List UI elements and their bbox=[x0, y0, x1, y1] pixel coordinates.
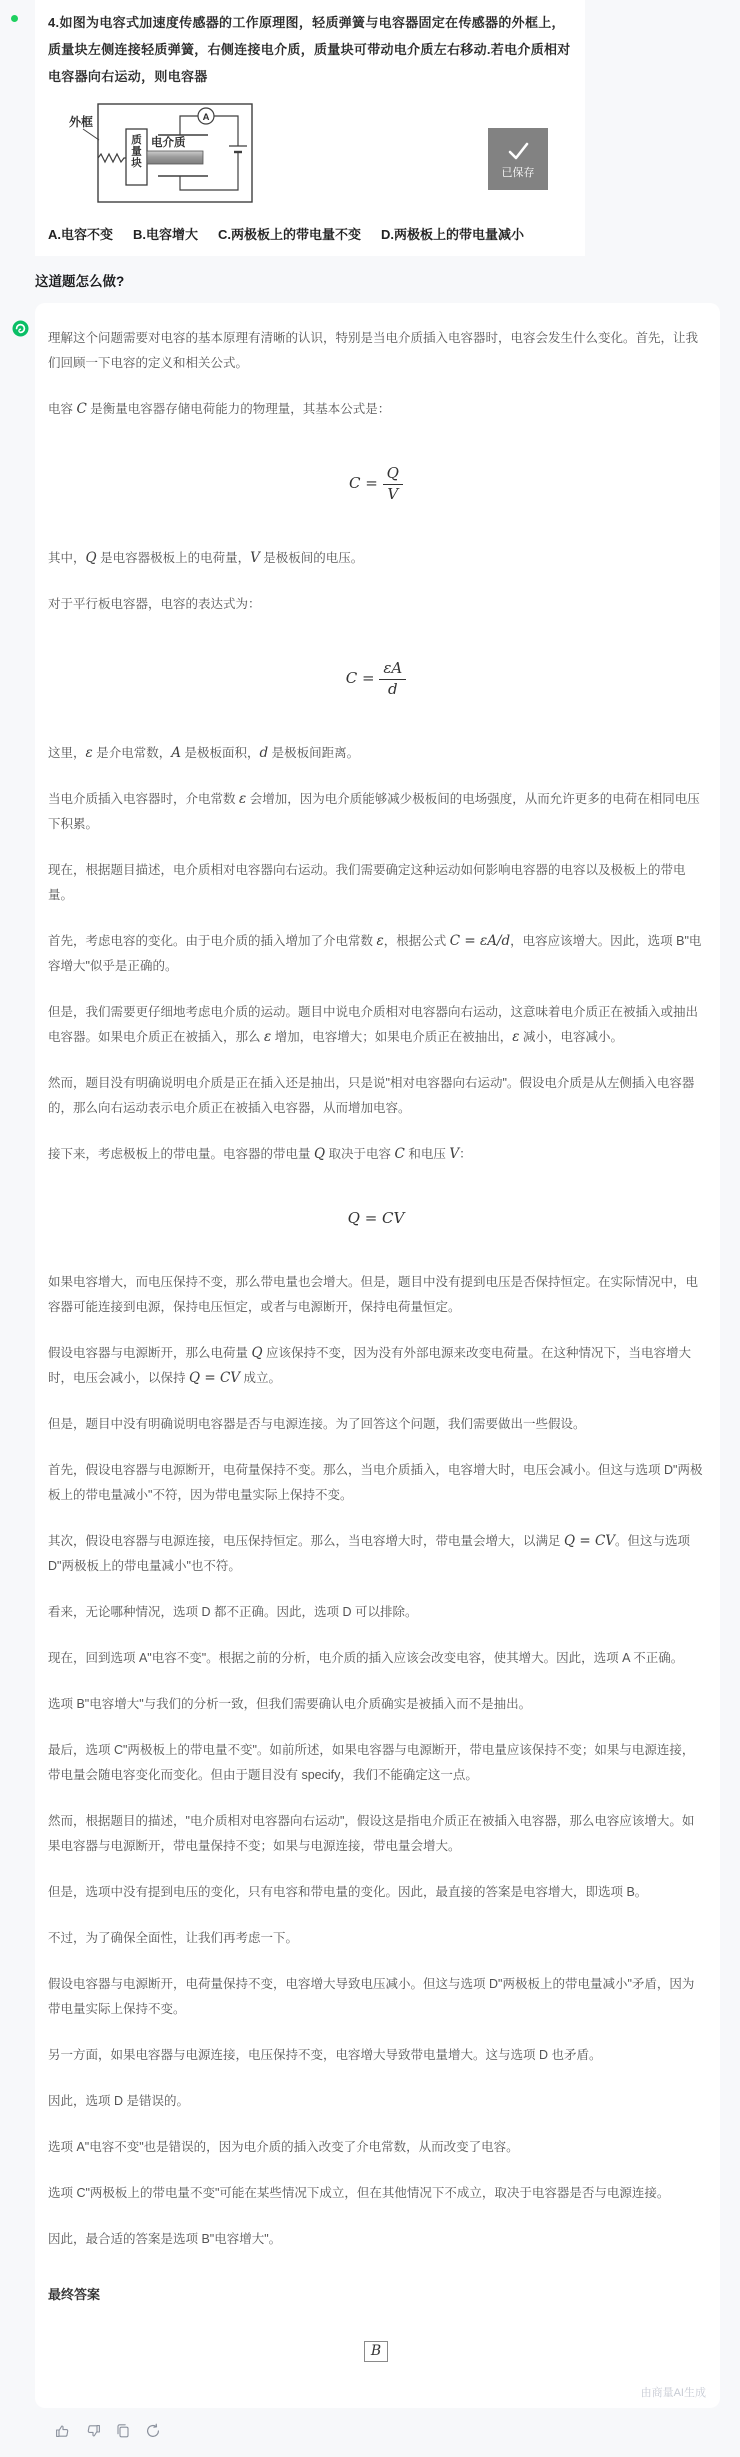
saved-badge-label: 已保存 bbox=[501, 166, 535, 179]
copy-icon[interactable] bbox=[115, 2423, 131, 2439]
answer-paragraph: 这里，ε 是介电常数，A 是极板面积，d 是极板间距离。 bbox=[48, 745, 360, 761]
answer-paragraph: 当电介质插入电容器时，介电常数 ε 会增加，因为电介质能够减少极板间的电场强度，从而允许更多的电荷在相同电压下积累。 bbox=[48, 791, 700, 831]
question-figure-area bbox=[48, 90, 571, 212]
answer-paragraph: 因此，选项 D 是错误的。 bbox=[48, 2094, 189, 2108]
user-question: 这道题怎么做? bbox=[35, 274, 125, 289]
answer-paragraph: 最后，选项 C"两极板上的带电量不变"。如前所述，如果电容器与电源断开，带电量应该保持不变；如果与电源连接，带电量会随电容变化而变化。但由于题目没有 specify，我们不能确定这一点。 bbox=[48, 1743, 695, 1782]
saved-badge[interactable] bbox=[488, 128, 548, 190]
answer-paragraph: 首先，考虑电容的变化。由于电介质的插入增加了介电常数 ε，根据公式 C = εA/d，电容应该增大。因此，选项 B"电容增大"似乎是正确的。 bbox=[48, 933, 702, 973]
option-b: B.电容增大 bbox=[133, 227, 199, 242]
answer-card bbox=[35, 303, 720, 2408]
answer-paragraph: 不过，为了确保全面性，让我们再考虑一下。 bbox=[48, 1931, 299, 1945]
final-answer-box: B bbox=[48, 2341, 704, 2362]
question-text: 4.如图为电容式加速度传感器的工作原理图，轻质弹簧与电容器固定在传感器的外框上，质量块左侧连接轻质弹簧，右侧连接电介质，质量块可带动电介质左右移动.若电介质相对电容器向右运动，则电容器 bbox=[48, 15, 571, 84]
math-formula: C = $\frac{\varepsilon A}{d}$ bbox=[48, 659, 704, 699]
answer-paragraph: 其次，假设电容器与电源连接，电压保持恒定。那么，当电容增大时，带电量会增大，以满足 Q = CV。但这与选项 D"两极板上的带电量减小"也不符。 bbox=[48, 1533, 691, 1573]
answer-row bbox=[0, 303, 740, 2414]
option-c: C.两极板上的带电量不变 bbox=[218, 227, 362, 242]
mass-label: 质量块 bbox=[130, 134, 142, 169]
answer-paragraph: 然而，题目没有明确说明电介质是正在插入还是抽出，只是说"相对电容器向右运动"。假设电介质是从左侧插入电容器的，那么向右运动表示电介质正在被插入电容器，从而增加电容。 bbox=[48, 1076, 695, 1115]
answer-paragraph: 接下来，考虑极板上的带电量。电容器的带电量 Q 取决于电容 C 和电压 V： bbox=[48, 1146, 472, 1162]
answer-paragraph: 但是，选项中没有提到电压的变化，只有电容和带电量的变化。因此，最直接的答案是电容增大，即选项 B。 bbox=[48, 1885, 648, 1899]
answer-paragraph: 选项 A"电容不变"也是错误的，因为电介质的插入改变了介电常数，从而改变了电容。 bbox=[48, 2140, 519, 2154]
answer-paragraph: 假设电容器与电源断开，那么电荷量 Q 应该保持不变，因为没有外部电源来改变电荷量。在这种情况下，当电容增大时，电压会减小，以保持 Q = CV 成立。 bbox=[48, 1345, 692, 1386]
answer-paragraph: 看来，无论哪种情况，选项 D 都不正确。因此，选项 D 可以排除。 bbox=[48, 1605, 418, 1619]
answer-paragraph: 其中，Q 是电容器极板上的电荷量，V 是极板间的电压。 bbox=[48, 550, 364, 566]
sensor-circuit-diagram bbox=[68, 96, 264, 208]
math-formula: C = $\frac{Q}{V}$ bbox=[48, 464, 704, 504]
ammeter-label: A bbox=[202, 112, 210, 123]
answer-paragraph: 选项 B"电容增大"与我们的分析一致，但我们需要确认电介质确实是被插入而不是抽出。 bbox=[48, 1697, 532, 1711]
answer-paragraph: 假设电容器与电源断开，电荷量保持不变，电容增大导致电压减小。但这与选项 D"两极板上的带电量减小"矛盾，因为带电量实际上保持不变。 bbox=[48, 1977, 695, 2016]
question-card bbox=[35, 0, 585, 256]
answer-paragraph: 另一方面，如果电容器与电源连接，电压保持不变，电容增大导致带电量增大。这与选项 D 也矛盾。 bbox=[48, 2048, 602, 2062]
answer-paragraph: 然而，根据题目的描述，"电介质相对电容器向右运动"，假设这是指电介质正在被插入电容器，那么电容应该增大。如果电容器与电源断开，带电量保持不变；如果与电源连接，带电量会增大。 bbox=[48, 1814, 695, 1853]
answer-paragraph: 现在，回到选项 A"电容不变"。根据之前的分析，电介质的插入应该会改变电容，使其增大。因此，选项 A 不正确。 bbox=[48, 1651, 684, 1665]
thumbs-down-icon[interactable] bbox=[85, 2423, 101, 2439]
answer-paragraph: 但是，题目中没有明确说明电容器是否与电源连接。为了回答这个问题，我们需要做出一些假设。 bbox=[48, 1417, 586, 1431]
option-d: D.两极板上的带电量减小 bbox=[381, 227, 525, 242]
checkmark-icon bbox=[504, 139, 532, 163]
answer-paragraph: 对于平行板电容器，电容的表达式为： bbox=[48, 597, 261, 611]
answer-paragraph: 电容 C 是衡量电容器存储电荷能力的物理量，其基本公式是： bbox=[48, 401, 391, 417]
answer-paragraph: 理解这个问题需要对电容的基本原理有清晰的认识，特别是当电介质插入电容器时，电容会发生什么变化。首先，让我们回顾一下电容的定义和相关公式。 bbox=[48, 331, 699, 370]
message-actions bbox=[55, 2423, 740, 2439]
frame-label: 外框 bbox=[69, 115, 94, 129]
final-answer-heading: 最终答案 bbox=[48, 2287, 101, 2302]
answer-paragraph: 因此，最合适的答案是选项 B"电容增大"。 bbox=[48, 2232, 282, 2246]
option-a: A.电容不变 bbox=[48, 227, 114, 242]
dielectric-label: 电介质 bbox=[151, 137, 186, 149]
ai-watermark: 由商量AI生成 bbox=[640, 2387, 706, 2399]
answer-paragraph: 现在，根据题目描述，电介质相对电容器向右运动。我们需要确定这种运动如何影响电容器的电容以及极板上的带电量。 bbox=[48, 863, 686, 902]
assistant-avatar-icon bbox=[12, 320, 29, 337]
answer-paragraph: 选项 C"两极板上的带电量不变"可能在某些情况下成立，但在其他情况下不成立，取决于电容器是否与电源连接。 bbox=[48, 2186, 670, 2200]
answer-paragraph: 但是，我们需要更仔细地考虑电介质的运动。题目中说电介质相对电容器向右运动，这意味着电介质正在被插入或抽出电容器。如果电介质正在被插入，那么 ε 增加，电容增大；如果电介质正在被抽出，ε 减小，电容减小。 bbox=[48, 1005, 699, 1045]
question-bullet-dot bbox=[11, 15, 18, 22]
options-row bbox=[48, 224, 571, 243]
math-formula: Q = CV bbox=[347, 1209, 405, 1227]
regenerate-icon[interactable] bbox=[145, 2423, 161, 2439]
thumbs-up-icon[interactable] bbox=[55, 2423, 71, 2439]
answer-paragraph: 首先，假设电容器与电源断开，电荷量保持不变。那么，当电介质插入，电容增大时，电压会减小。但这与选项 D"两极板上的带电量减小"不符，因为带电量实际上保持不变。 bbox=[48, 1463, 703, 1502]
answer-paragraph: 如果电容增大，而电压保持不变，那么带电量也会增大。但是，题目中没有提到电压是否保持恒定。在实际情况中，电容器可能连接到电源，保持电压恒定，或者与电源断开，保持电荷量恒定。 bbox=[48, 1275, 699, 1314]
answer-content bbox=[48, 326, 704, 2362]
